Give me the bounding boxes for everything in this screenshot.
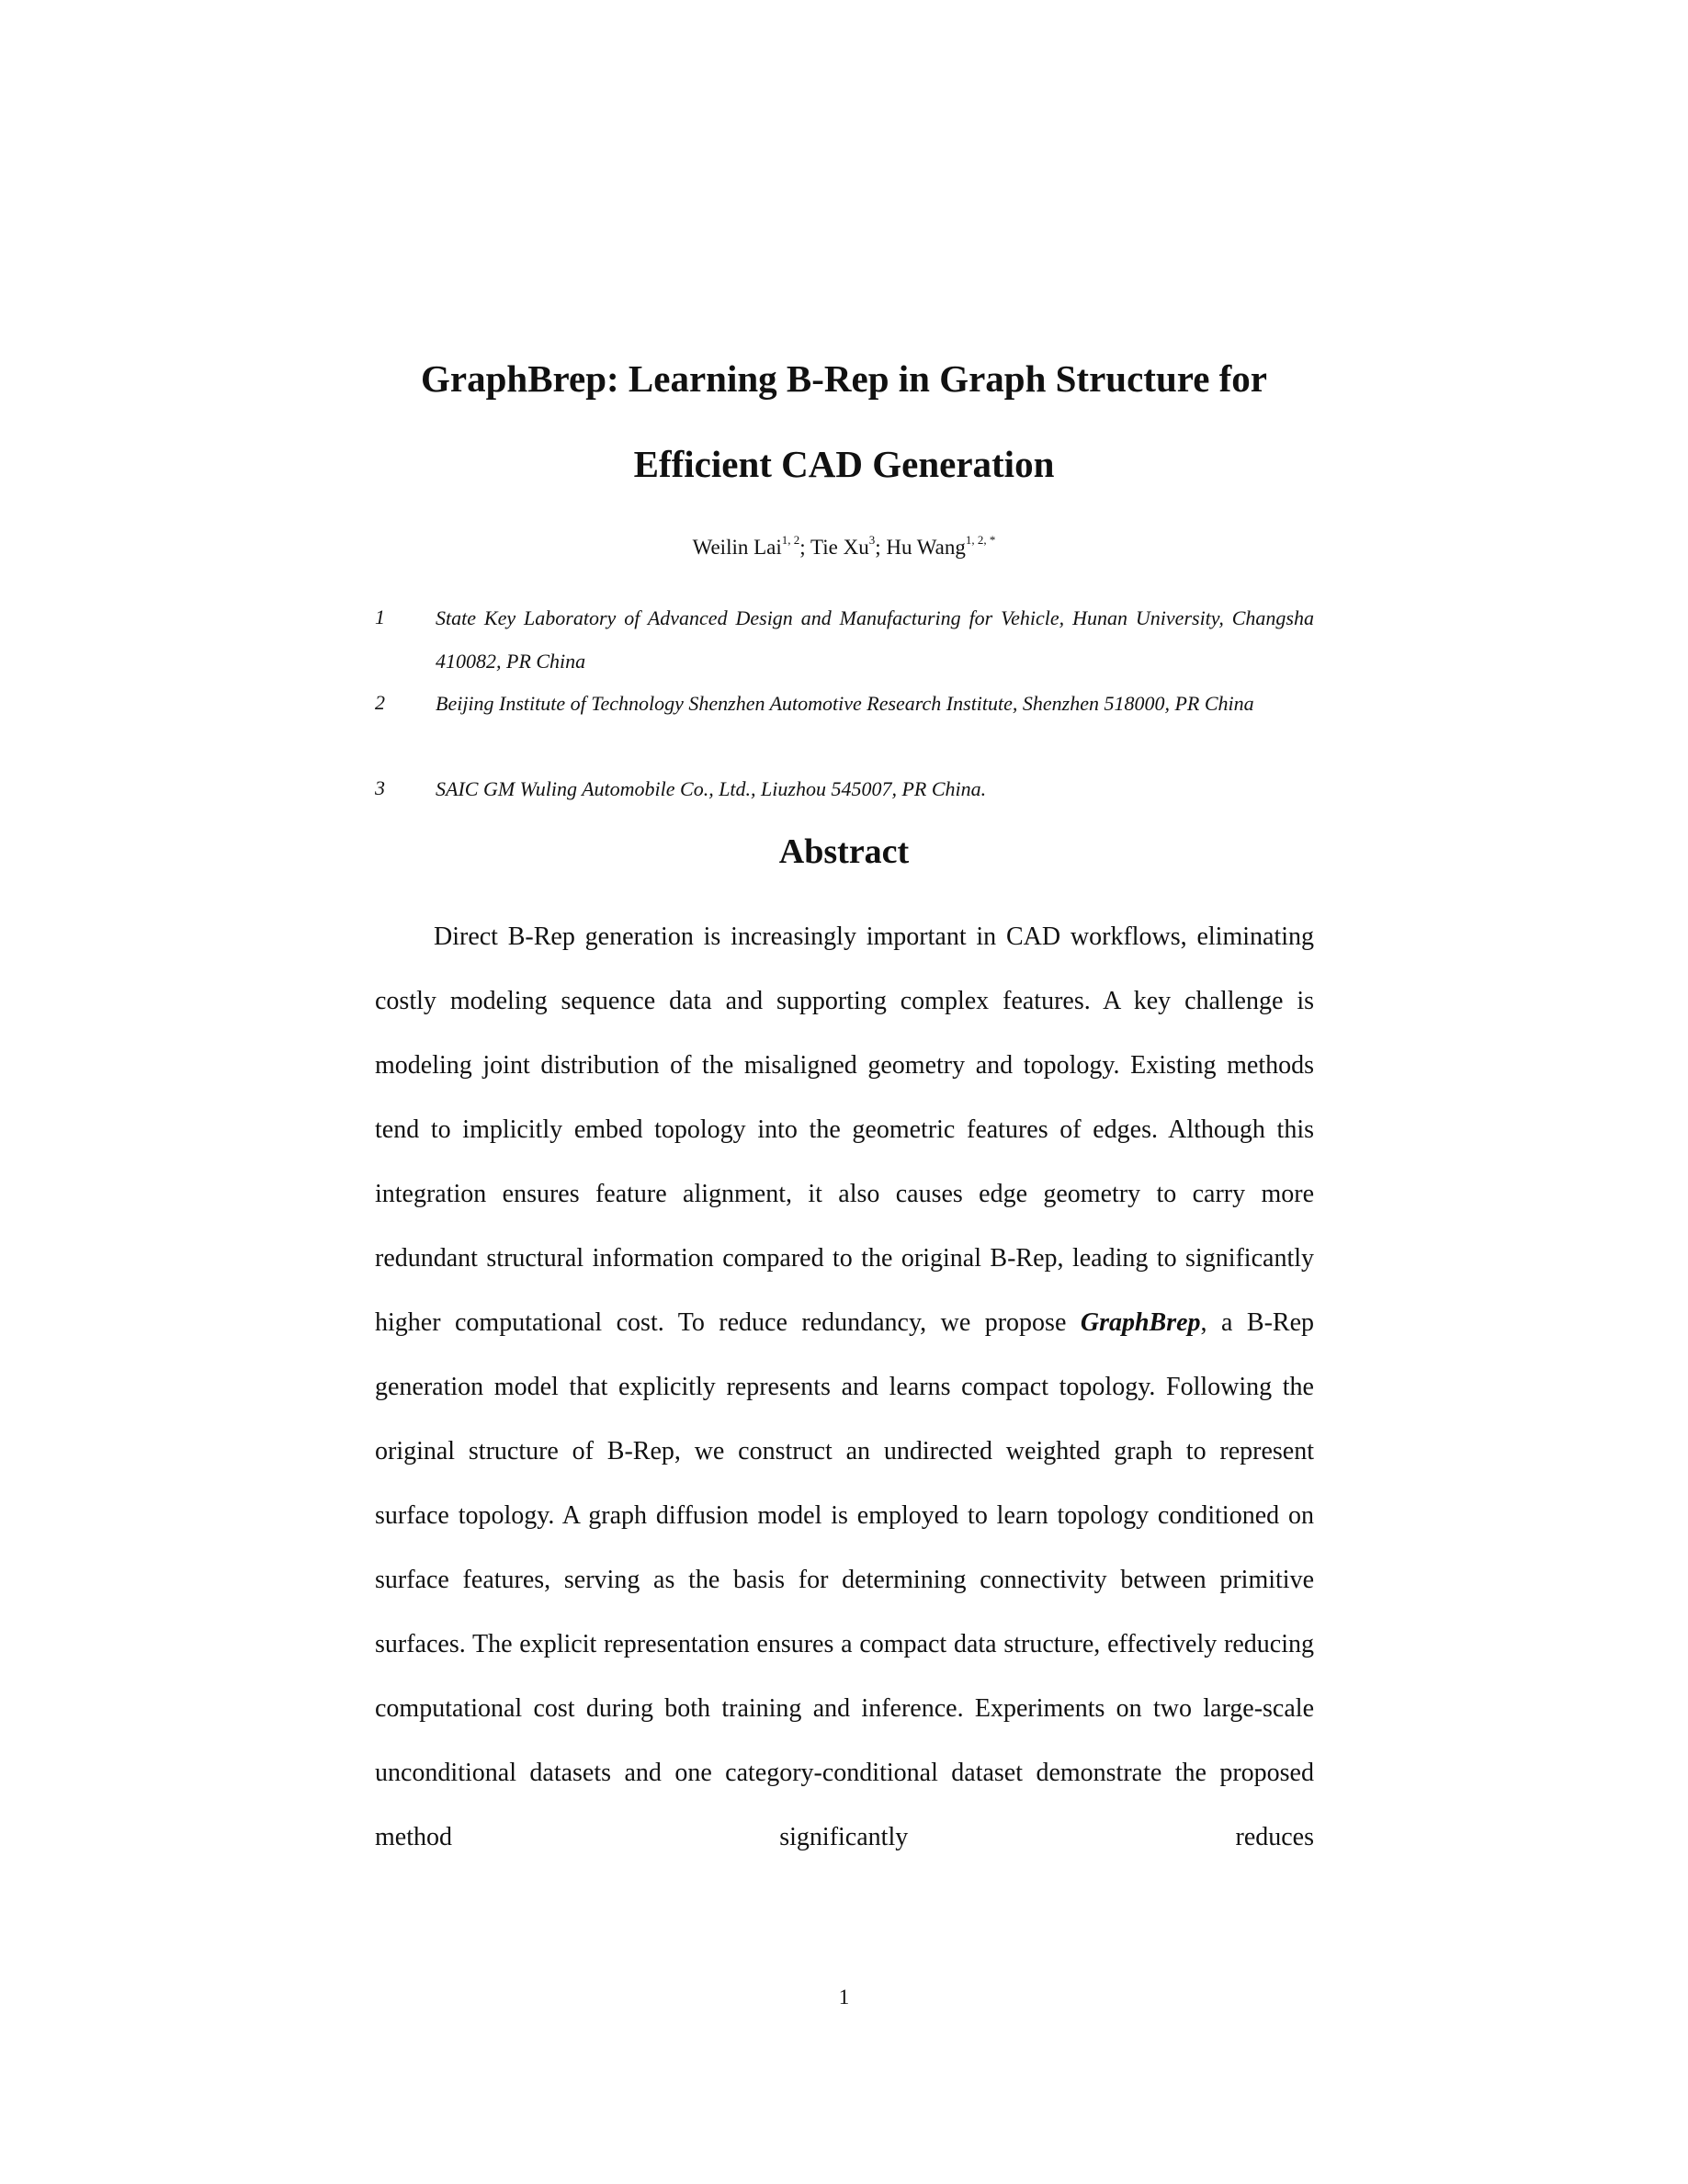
author-name: Tie Xu	[810, 536, 869, 559]
abstract-text-part-2: , a B-Rep generation model that explicitly represents and learns compact topology. Following the original structure of B-Rep, we construct an undirected weighted graph to represent surface topology. A graph diffusion model is employed to learn topology conditioned on surface features, serving as the basis for determining connectivity between primitive surfaces. The explicit representation ensures a compact data structure, effectively reducing computational cost during both training and inference. Experiments on two large-scale unconditional datasets and one category-conditional dataset demonstrate the proposed method significantly reduces	[375, 1308, 1314, 1851]
author-name: Weilin Lai	[692, 536, 782, 559]
paper-title-line-2: Efficient CAD Generation	[633, 443, 1055, 485]
author-separator: ;	[875, 536, 887, 559]
paper-title-line-1: GraphBrep: Learning B-Rep in Graph Structure for	[421, 357, 1267, 400]
abstract-text-part-1: Direct B-Rep generation is increasingly important in CAD workflows, eliminating costly modeling sequence data and supporting complex features. A key challenge is modeling joint distribution of the misaligned geometry and topology. Existing methods tend to implicitly embed topology into the geometric features of edges. Although this integration ensures feature alignment, it also causes edge geometry to carry more redundant structural information compared to the original B-Rep, leading to significantly higher computational cost. To reduce redundancy, we propose	[375, 922, 1314, 1337]
author-list	[0, 533, 1688, 562]
model-name-emphasis: GraphBrep	[1080, 1308, 1201, 1337]
abstract-body	[375, 905, 1314, 1870]
affiliation-number: 1	[375, 605, 385, 628]
affiliation-text: Beijing Institute of Technology Shenzhen Automotive Research Institute, Shenzhen 518000, PR China	[436, 692, 1254, 715]
affiliation-number: 2	[375, 691, 385, 714]
page-number: 1	[838, 1986, 850, 2009]
author-name: Hu Wang	[886, 536, 966, 559]
author-affiliation-marker: 1, 2	[781, 533, 800, 548]
affiliation-text: State Key Laboratory of Advanced Design and Manufacturing for Vehicle, Hunan University, Changsha 410082, PR China	[436, 606, 1314, 673]
affiliation-number: 3	[375, 776, 385, 799]
abstract-heading: Abstract	[778, 832, 910, 871]
affiliation-text: SAIC GM Wuling Automobile Co., Ltd., Liuzhou 545007, PR China.	[436, 777, 987, 800]
author-separator: ;	[799, 536, 810, 559]
author-affiliation-marker: 3	[868, 533, 876, 548]
author-affiliation-marker: 1, 2, *	[965, 533, 996, 548]
